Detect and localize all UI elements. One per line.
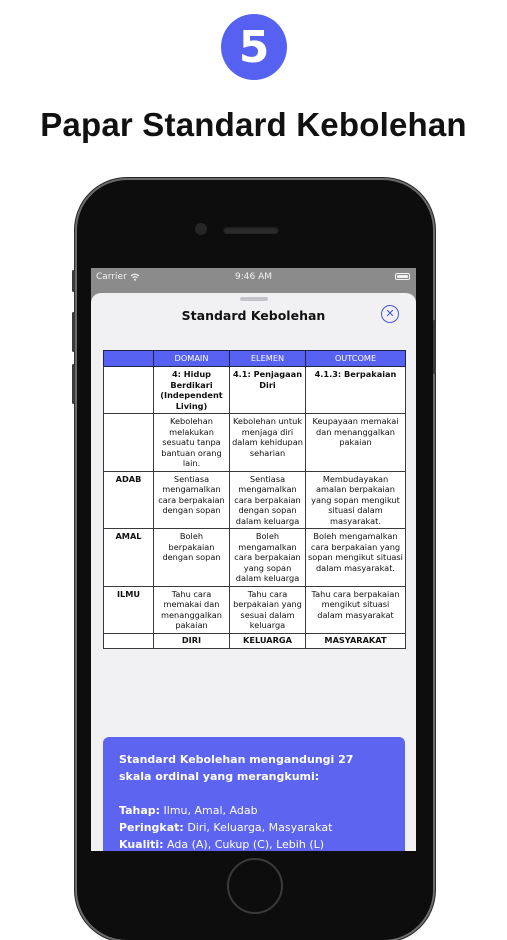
table-cell: Boleh berpakaian dengan sopan [154,529,230,587]
table-header-row [104,351,406,367]
table-cell: Membudayakan amalan berpakaian yang sopan mengikut situasi dalam masyarakat. [306,471,406,529]
table-row [104,529,406,587]
info-value: Diri, Keluarga, Masyarakat [183,821,333,834]
power-button [433,320,436,374]
close-icon[interactable]: ✕ [381,305,399,323]
header-elemen: ELEMEN [230,351,306,367]
info-line-tahap [119,802,389,819]
table-cell: Kebolehan untuk menjaga diri dalam kehidupan seharian [230,414,306,472]
standard-kebolehan-table [103,350,406,649]
table-footer-row [104,633,406,648]
row-label [104,367,154,414]
row-label: AMAL [104,529,154,587]
footer-diri: DIRI [154,633,230,648]
status-time: 9:46 AM [235,272,272,282]
step-number: 5 [238,21,270,73]
battery-icon [395,273,410,280]
earpiece-speaker [223,226,279,234]
info-value: Ada (A), Cukup (C), Lebih (L) [163,838,325,851]
standard-kebolehan-sheet [91,293,416,851]
sheet-grabber[interactable] [240,297,268,301]
table-row [104,367,406,414]
table-cell: Kebolehan melakukan sesuatu tanpa bantuan orang lain. [154,414,230,472]
info-line-peringkat [119,819,389,836]
info-title: Standard Kebolehan mengandungi 27 skala ordinal yang merangkumi: [119,753,354,783]
table-cell: Tahu cara berpakaian yang sesuai dalam keluarga [230,586,306,633]
info-line-kualiti [119,836,389,851]
table-cell: 4: Hidup Berdikari (Independent Living) [154,367,230,414]
carrier-label: Carrier [96,272,127,282]
info-key: Tahap: [119,804,161,817]
table-cell: Boleh mengamalkan cara berpakaian yang sopan dalam keluarga [230,529,306,587]
volume-down-button [72,364,75,404]
page-headline: Papar Standard Kebolehan [40,106,467,143]
table-row [104,586,406,633]
mute-switch [72,270,75,292]
table-cell: Sentiasa mengamalkan cara berpakaian dengan sopan [154,471,230,529]
row-label: ADAB [104,471,154,529]
table-cell: Tahu cara berpakaian mengikut situasi dalam masyarakat [306,586,406,633]
table-cell: Keupayaan memakai dan menanggalkan pakaian [306,414,406,472]
info-card [103,737,405,851]
front-camera [195,223,207,235]
header-domain: DOMAIN [154,351,230,367]
info-key: Kualiti: [119,838,164,851]
sheet-title: Standard Kebolehan [181,308,326,323]
table-cell: Sentiasa mengamalkan cara berpakaian dengan sopan dalam keluarga [230,471,306,529]
header-outcome: OUTCOME [306,351,406,367]
home-button[interactable] [227,858,283,914]
info-key: Peringkat: [119,821,184,834]
header-blank [104,351,154,367]
volume-up-button [72,312,75,352]
footer-keluarga: KELUARGA [230,633,306,648]
table-cell: Tahu cara memakai dan menanggalkan pakaian [154,586,230,633]
info-value: Ilmu, Amal, Adab [160,804,258,817]
table-cell: 4.1: Penjagaan Diri [230,367,306,414]
footer-masyarakat: MASYARAKAT [306,633,406,648]
row-label [104,414,154,472]
table-row [104,471,406,529]
status-bar [91,268,416,288]
phone-screen [91,268,416,851]
footer-blank [104,633,154,648]
table-cell: 4.1.3: Berpakaian [306,367,406,414]
step-number-badge [221,14,287,80]
row-label: ILMU [104,586,154,633]
table-cell: Boleh mengamalkan cara berpakaian yang sopan mengikut situasi dalam masyarakat. [306,529,406,587]
table-row [104,414,406,472]
